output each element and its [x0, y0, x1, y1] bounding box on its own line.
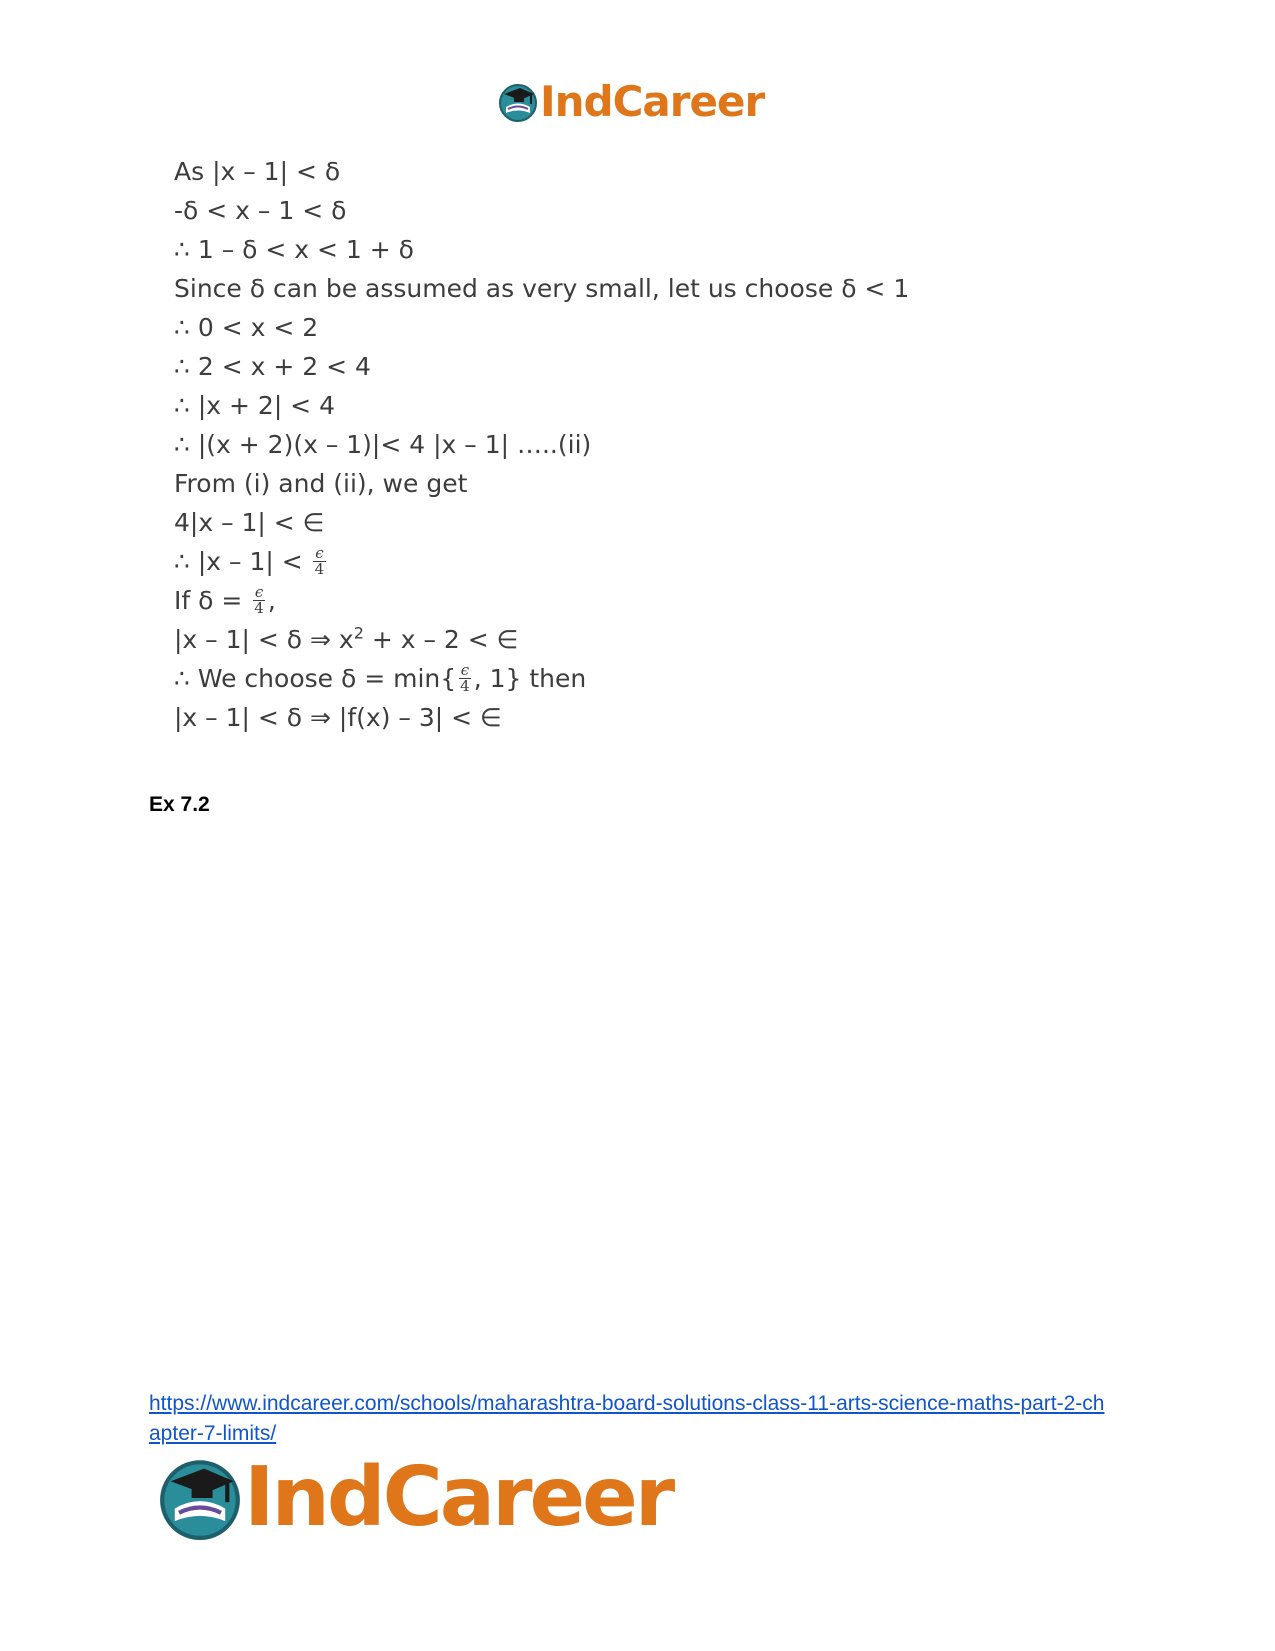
- footer-brand-text: IndCareer: [244, 1450, 673, 1545]
- line-prefix: ∴ We choose δ = min{: [174, 664, 457, 693]
- solution-line: ∴ |x + 2| < 4: [174, 391, 335, 420]
- graduation-cap-globe-icon: [158, 1456, 242, 1540]
- graduation-cap-globe-icon: [498, 82, 538, 122]
- fraction-numerator: ϵ: [254, 582, 264, 601]
- fraction: [313, 543, 327, 578]
- line-prefix: |x – 1| < δ ⇒ x: [174, 625, 354, 654]
- fraction-denominator: 4: [314, 559, 325, 578]
- solution-line: Since δ can be assumed as very small, let us choose δ < 1: [174, 274, 910, 303]
- line-suffix: + x – 2 < ∈: [363, 625, 519, 654]
- footer-logo: [158, 1450, 673, 1545]
- line-suffix: ,: [267, 586, 276, 615]
- solution-line: [174, 581, 909, 620]
- line-suffix: , 1} then: [473, 664, 587, 693]
- solution-line: ∴ 0 < x < 2: [174, 313, 319, 342]
- header-brand-text: IndCareer: [540, 77, 765, 126]
- section-heading: Ex 7.2: [149, 793, 210, 816]
- solution-block: [174, 152, 909, 737]
- fraction-numerator: ϵ: [315, 543, 324, 562]
- fraction: [252, 582, 266, 617]
- solution-line: ∴ 2 < x + 2 < 4: [174, 352, 371, 381]
- fraction-denominator: 4: [254, 598, 264, 617]
- fraction-numerator: ϵ: [460, 660, 470, 679]
- solution-line: As |x – 1| < δ: [174, 157, 341, 186]
- fraction: [458, 660, 472, 695]
- solution-line: [174, 659, 909, 698]
- solution-line: ∴ |(x + 2)(x – 1)|< 4 |x – 1| …..(ii): [174, 430, 592, 459]
- solution-line: From (i) and (ii), we get: [174, 469, 468, 498]
- exponent: 2: [353, 623, 364, 643]
- solution-line: 4|x – 1| < ∈: [174, 508, 325, 537]
- line-prefix: ∴ |x – 1| <: [174, 547, 311, 576]
- header-logo: [498, 77, 765, 126]
- solution-line: |x – 1| < δ ⇒ |f(x) – 3| < ∈: [174, 703, 502, 732]
- line-prefix: If δ =: [174, 586, 251, 615]
- fraction-denominator: 4: [460, 676, 470, 695]
- footer-source-link[interactable]: https://www.indcareer.com/schools/maharashtra-board-solutions-class-11-arts-science-maths-part-2-chapter-7-limits/: [149, 1392, 1105, 1445]
- solution-line: [174, 542, 909, 581]
- solution-line: -δ < x – 1 < δ: [174, 196, 347, 225]
- solution-line: [174, 620, 909, 659]
- solution-line: ∴ 1 – δ < x < 1 + δ: [174, 235, 414, 264]
